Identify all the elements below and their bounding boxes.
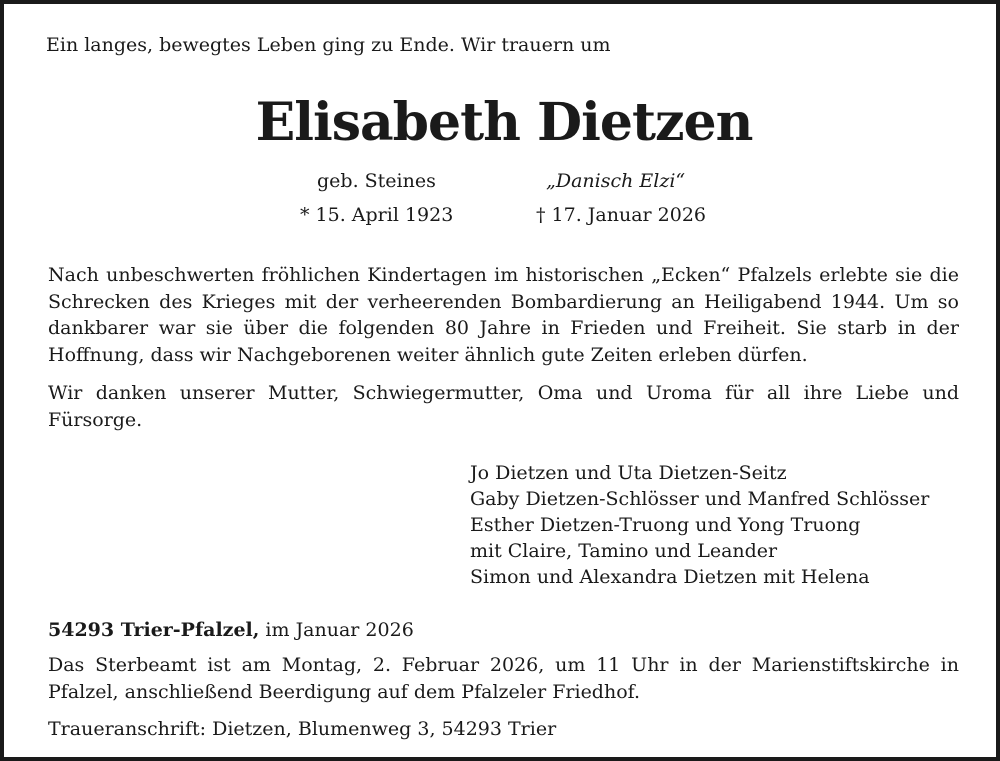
date: im Januar 2026 bbox=[259, 619, 414, 641]
service-paragraph: Das Sterbeamt ist am Montag, 2. Februar 2026, um 11 Uhr in der Marienstiftskirche in Pfalzel, anschließend Beerdigung auf dem Pfalzeler Friedhof. bbox=[48, 654, 959, 703]
mourner-line: Jo Dietzen und Uta Dietzen-Seitz bbox=[470, 462, 787, 484]
death-date: † 17. Januar 2026 bbox=[536, 204, 707, 226]
birth-date: * 15. April 1923 bbox=[300, 204, 454, 226]
mourners-list bbox=[470, 460, 929, 590]
intro-text: Ein langes, bewegtes Leben ging zu Ende. Wir trauern um bbox=[46, 34, 611, 56]
place: 54293 Trier-Pfalzel, bbox=[48, 619, 260, 641]
mourner-line: Simon und Alexandra Dietzen mit Helena bbox=[470, 566, 870, 588]
life-paragraph: Nach unbeschwerten fröhlichen Kindertagen im historischen „Ecken“ Pfalzels erlebte sie die Schrecken des Krieges mit der verheerenden Bombardierung an Heiligabend 1944. Um so dankbarer war sie über die folgenden 80 Jahre in Frieden und Freiheit. Sie starb in der Hoffnung, dass wir Nachgeborenen weiter ähnlich gute Zeiten erleben dürfen. bbox=[48, 264, 959, 366]
mourning-address: Traueranschrift: Dietzen, Blumenweg 3, 54293 Trier bbox=[48, 718, 557, 740]
deceased-name: Elisabeth Dietzen bbox=[255, 92, 753, 153]
mourner-line: Gaby Dietzen-Schlösser und Manfred Schlösser bbox=[470, 488, 930, 510]
mourner-line: mit Claire, Tamino und Leander bbox=[470, 540, 778, 562]
maiden-name: geb. Steines bbox=[317, 170, 436, 192]
thanks-paragraph: Wir danken unserer Mutter, Schwiegermutter, Oma und Uroma für all ihre Liebe und Fürsorge. bbox=[48, 382, 959, 431]
place-date-line bbox=[48, 617, 414, 643]
nickname: „Danisch Elzi“ bbox=[546, 170, 686, 192]
mourner-line: Esther Dietzen-Truong und Yong Truong bbox=[470, 514, 861, 536]
